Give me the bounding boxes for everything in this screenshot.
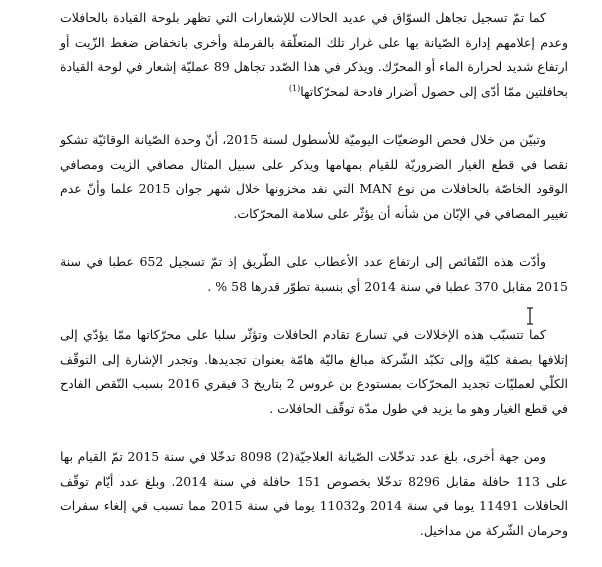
paragraph-5 — [60, 445, 568, 543]
footnote-ref-1[interactable]: (1) — [288, 83, 301, 93]
paragraph-2 — [60, 128, 568, 226]
text-cursor-icon — [525, 307, 535, 325]
paragraph-5-text: ومن جهة أخرى، بلغ عدد تدخّلات الصّيانة العلاجيّة(2) 8098 تدخّلا في سنة 2015 تمّ القيام بها على 113 حافلة مقابل 8296 تدخّلا بخصوص 151 حافلة في سنة 2014. وبلغ عدد أيّام توقّف الحافلات 11491 يوما في سنة 2014 و11032 يوما في سنة 2015 مما تسبب في إلغاء سفرات وحرمان الشّركة من مداخيل. — [60, 449, 568, 538]
paragraph-4 — [60, 323, 568, 421]
paragraph-4-text: كما تتسبّب هذه الإخلالات في تسارع تقادم الحافلات وتؤثّر سلبا على محرّكاتها ممّا يؤدّي إلى إتلافها بصفة كليّة وإلى تكبّد الشّركة مبالغ ماليّة هامّة بعنوان تجديدها. وتجدر الإشارة إلى التوقّف الكلّي لعمليّات تجديد المحرّكات بمستودع بن عروس 2 بتاريخ 3 فيفري 2016 بسبب النّقص الفادح في قطع الغيار وهو ما يزيد في طول مدّة توقّف الحافلات . — [60, 327, 569, 416]
paragraph-3 — [60, 250, 568, 299]
paragraph-3-text: وأدّت هذه النّقائص إلى ارتفاع عدد الأعطاب على الطّريق إذ تمّ تسجيل 652 عطبا في سنة 2015 مقابل 370 عطبا في سنة 2014 أي بنسبة تطوّر قدرها 58 % . — [60, 254, 568, 294]
paragraph-2-text: وتبيّن من خلال فحص الوضعيّات اليوميّة للأسطول لسنة 2015، أنّ وحدة الصّيانة الوقائيّة تشكو نقصا في قطع الغيار الضروريّة للقيام بمهامها ويذكر على سبيل المثال مصافي الزيت ومصافي الوقود الخاصّة بالحافلات من نوع MAN التي نفد مخزونها خلال شهر جوان 2015 علما وأنّ عدم تغيير المصافي في الإبّان من شأنه أن يؤثّر على سلامة المحرّكات. — [60, 132, 569, 221]
paragraph-1 — [60, 6, 568, 104]
paragraph-1-text: كما تمّ تسجيل تجاهل السوّاق في عديد الحالات للإشعارات التي تظهر بلوحة القيادة بالحافلات وعدم إعلامهم إدارة الصّيانة بها على غرار تلك المتعلّقة بالفرملة وأخرى بانخفاض ضغط الزّيت أو ارتفاع شديد لحرارة الماء أو المحرّك. ويذكر في هذا الصّدد تجاهل 89 عمليّة إشعار في لوحة القيادة بحافلتين ممّا أدّى إلى حصول أضرار فادحة لمحرّكاتها — [60, 10, 568, 99]
document-body — [60, 6, 568, 567]
